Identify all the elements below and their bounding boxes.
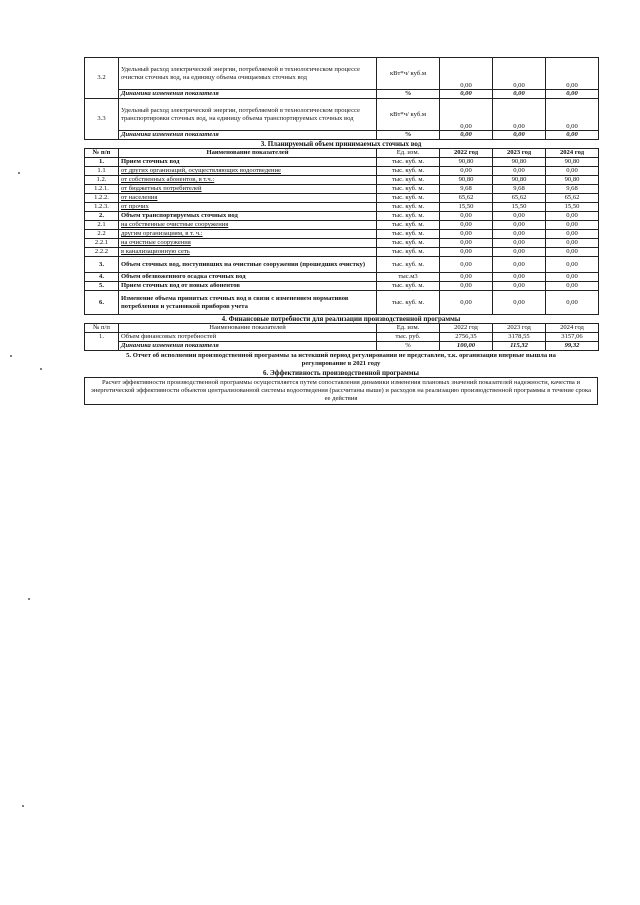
value-2023: 0,00 xyxy=(493,230,546,239)
unit-cell: тыс. куб. м. xyxy=(377,291,440,315)
unit-cell: тыс. куб. м. xyxy=(377,158,440,167)
value-2023: 0,00 xyxy=(493,257,546,273)
col-header-name: Наименование показателей xyxy=(119,149,377,158)
row-number: 1. xyxy=(85,158,119,167)
value-2022: 0,00 xyxy=(440,212,493,221)
unit-cell: тыс. куб. м. xyxy=(377,248,440,257)
value-2023: 0,00 xyxy=(493,131,546,140)
col-header-unit: Ед. изм. xyxy=(377,324,440,333)
value-2022: 15,50 xyxy=(440,203,493,212)
table-row xyxy=(85,131,599,140)
unit-cell: тыс. куб. м. xyxy=(377,203,440,212)
row-number: 2.2.1 xyxy=(85,239,119,248)
section-3-table xyxy=(84,148,599,315)
indicator-name: от собственных абонентов, в т.ч.: xyxy=(119,176,377,185)
unit-cell: тыс. куб. м. xyxy=(377,282,440,291)
value-2023: 0,00 xyxy=(493,273,546,282)
unit-cell: % xyxy=(377,342,440,351)
value-2022: 0,00 xyxy=(440,291,493,315)
row-number: 1.2.1. xyxy=(85,185,119,194)
section-5-text: 5. Отчет об исполнении производственной программы за истекший период регулирования не представлен, т.к. организация впервые вышла на регулирование в 2021 году xyxy=(126,352,556,367)
indicator-name: Прием сточных вод xyxy=(119,158,377,167)
unit-cell: тыс. куб. м. xyxy=(377,167,440,176)
value-2023: 115,32 xyxy=(493,342,546,351)
col-header-2023: 2023 год xyxy=(493,324,546,333)
row-number: 1.1 xyxy=(85,167,119,176)
indicator-name: Объем финансовых потребностей xyxy=(119,333,377,342)
value-2024: 0,00 xyxy=(546,291,599,315)
value-2022: 0,00 xyxy=(440,257,493,273)
value-2022: 0,00 xyxy=(440,230,493,239)
value-2022: 0,00 xyxy=(440,239,493,248)
indicator-name: Удельный расход электрической энергии, потребляемой в технологическом процессе транспортировки сточных вод, на единицу объема транспортируемых сточных вод xyxy=(119,99,377,131)
table-header-row xyxy=(85,324,599,333)
value-2023: 0,00 xyxy=(493,90,546,99)
value-2024: 15,50 xyxy=(546,203,599,212)
value-2022: 0,00 xyxy=(440,131,493,140)
unit-cell: тыс.м3 xyxy=(377,273,440,282)
scan-speck xyxy=(10,355,12,357)
indicator-name: на собственные очистные сооружения xyxy=(119,221,377,230)
scan-speck xyxy=(40,368,42,370)
indicator-name: Объем обезвоженного осадка сточных вод xyxy=(119,273,377,282)
table-row xyxy=(85,194,599,203)
scan-speck xyxy=(18,172,20,174)
indicator-name: на очистные сооружения xyxy=(119,239,377,248)
indicator-name: Объем сточных вод, поступивших на очистные сооружения (прошедших очистку) xyxy=(119,257,377,273)
value-2023: 0,00 xyxy=(493,99,546,131)
col-header-2022: 2022 год xyxy=(440,324,493,333)
unit-cell: тыс. куб. м. xyxy=(377,185,440,194)
value-2024: 9,68 xyxy=(546,185,599,194)
value-2023: 9,68 xyxy=(493,185,546,194)
row-number: 1. xyxy=(85,333,119,351)
value-2024: 0,00 xyxy=(546,131,599,140)
value-2024: 0,00 xyxy=(546,230,599,239)
row-number: 5. xyxy=(85,282,119,291)
col-header-2024: 2024 год xyxy=(546,149,599,158)
col-header-name: Наименование показателей xyxy=(119,324,377,333)
table-row xyxy=(85,167,599,176)
value-2024: 90,80 xyxy=(546,176,599,185)
value-2023: 0,00 xyxy=(493,248,546,257)
value-2022: 90,80 xyxy=(440,176,493,185)
value-2023: 0,00 xyxy=(493,58,546,90)
row-number: 1.2. xyxy=(85,176,119,185)
document-page xyxy=(84,57,598,405)
value-2023: 0,00 xyxy=(493,167,546,176)
section-3-body xyxy=(85,158,599,315)
indicator-name: от других организаций, осуществляющих водоотведение xyxy=(119,167,377,176)
row-number: 2. xyxy=(85,212,119,221)
value-2023: 65,62 xyxy=(493,194,546,203)
value-2022: 2756,35 xyxy=(440,333,493,342)
table-header-row xyxy=(85,149,599,158)
dynamics-label: Динамика изменения показателя xyxy=(119,342,377,351)
unit-cell: тыс. куб. м. xyxy=(377,212,440,221)
dynamics-label: Динамика изменения показателя xyxy=(119,90,377,99)
value-2024: 0,00 xyxy=(546,248,599,257)
unit-cell: тыс. куб. м. xyxy=(377,194,440,203)
indicator-name: Удельный расход электрической энергии, потребляемой в технологическом процессе очистки сточных вод, на единицу объема очищаемых сточных вод xyxy=(119,58,377,90)
value-2023: 0,00 xyxy=(493,212,546,221)
table-row xyxy=(85,203,599,212)
value-2023: 0,00 xyxy=(493,239,546,248)
value-2023: 3178,55 xyxy=(493,333,546,342)
table-row xyxy=(85,185,599,194)
dynamics-label: Динамика изменения показателя xyxy=(119,131,377,140)
table-row xyxy=(85,90,599,99)
value-2024: 0,00 xyxy=(546,282,599,291)
table-row xyxy=(85,333,599,342)
value-2022: 9,68 xyxy=(440,185,493,194)
value-2024: 90,80 xyxy=(546,158,599,167)
section-6-text: Расчет эффективности производственной программы осуществляется путем сопоставления динамики изменения плановых значений показателей надежности, качества и энергетической эффективности объектов централизованной системы водоотведения (рассчитаны выше) и расходов на реализацию производственной программы в течение срока ее действия xyxy=(84,377,598,405)
table-row xyxy=(85,342,599,351)
row-number: 6. xyxy=(85,291,119,315)
unit-cell: % xyxy=(377,90,440,99)
row-number: 3. xyxy=(85,257,119,273)
col-header-num: № п/п xyxy=(85,149,119,158)
indicator-name: от населения xyxy=(119,194,377,203)
value-2022: 0,00 xyxy=(440,58,493,90)
table-row xyxy=(85,158,599,167)
value-2024: 0,00 xyxy=(546,221,599,230)
value-2022: 0,00 xyxy=(440,273,493,282)
row-number: 2.2.2 xyxy=(85,248,119,257)
row-number: 2.1 xyxy=(85,221,119,230)
value-2022: 65,62 xyxy=(440,194,493,203)
value-2022: 90,80 xyxy=(440,158,493,167)
table-row xyxy=(85,58,599,90)
value-2024: 0,00 xyxy=(546,273,599,282)
top-indicators-table xyxy=(84,57,599,140)
unit-cell: тыс. куб. м. xyxy=(377,221,440,230)
value-2022: 0,00 xyxy=(440,99,493,131)
value-2022: 0,00 xyxy=(440,282,493,291)
table-row xyxy=(85,273,599,282)
indicator-name: Объем транспортируемых сточных вод xyxy=(119,212,377,221)
row-number: 1.2.2. xyxy=(85,194,119,203)
scan-speck xyxy=(28,598,30,600)
value-2022: 0,00 xyxy=(440,167,493,176)
value-2024: 0,00 xyxy=(546,167,599,176)
row-number: 4. xyxy=(85,273,119,282)
unit-cell: тыс. куб. м. xyxy=(377,230,440,239)
value-2024: 0,00 xyxy=(546,99,599,131)
table-row xyxy=(85,176,599,185)
indicator-name: Изменение объема принятых сточных вод в связи с изменением нормативов потребления и установкой приборов учета xyxy=(119,291,377,315)
unit-cell: % xyxy=(377,131,440,140)
row-number: 1.2.3. xyxy=(85,203,119,212)
unit-cell: тыс. куб. м. xyxy=(377,176,440,185)
unit-cell: тыс. куб. м. xyxy=(377,257,440,273)
value-2024: 3157,06 xyxy=(546,333,599,342)
value-2022: 0,00 xyxy=(440,248,493,257)
value-2022: 100,00 xyxy=(440,342,493,351)
table-row xyxy=(85,291,599,315)
value-2022: 0,00 xyxy=(440,221,493,230)
unit-cell: тыс. руб. xyxy=(377,333,440,342)
value-2024: 99,32 xyxy=(546,342,599,351)
value-2023: 90,80 xyxy=(493,176,546,185)
value-2023: 15,50 xyxy=(493,203,546,212)
value-2023: 90,80 xyxy=(493,158,546,167)
section-4-title: 4. Финансовые потребности для реализации производственной программы xyxy=(221,315,461,323)
value-2024: 0,00 xyxy=(546,257,599,273)
col-header-2022: 2022 год xyxy=(440,149,493,158)
value-2024: 0,00 xyxy=(546,90,599,99)
value-2024: 0,00 xyxy=(546,212,599,221)
table-row xyxy=(85,99,599,131)
table-row xyxy=(85,248,599,257)
value-2024: 0,00 xyxy=(546,58,599,90)
value-2023: 0,00 xyxy=(493,291,546,315)
unit-cell: тыс. куб. м. xyxy=(377,239,440,248)
unit-cell: кВт*ч/ куб.м xyxy=(377,99,440,131)
table-row xyxy=(85,239,599,248)
section-6-title: 6. Эффективность производственной программы xyxy=(263,369,419,377)
table-row xyxy=(85,230,599,239)
table-row xyxy=(85,221,599,230)
scan-speck xyxy=(22,805,24,807)
value-2022: 0,00 xyxy=(440,90,493,99)
value-2023: 0,00 xyxy=(493,221,546,230)
table-row xyxy=(85,212,599,221)
table-row xyxy=(85,282,599,291)
unit-cell: кВт*ч/ куб.м xyxy=(377,58,440,90)
indicator-name: в канализационную сеть xyxy=(119,248,377,257)
indicator-name: от прочих xyxy=(119,203,377,212)
section-4-table xyxy=(84,323,599,351)
value-2024: 65,62 xyxy=(546,194,599,203)
value-2024: 0,00 xyxy=(546,239,599,248)
value-2023: 0,00 xyxy=(493,282,546,291)
col-header-2024: 2024 год xyxy=(546,324,599,333)
indicator-name: другим организациям, в т. ч.: xyxy=(119,230,377,239)
row-number: 2.2 xyxy=(85,230,119,239)
row-number: 3.2 xyxy=(85,58,119,99)
indicator-name: Прием сточных вод от новых абонентов xyxy=(119,282,377,291)
col-header-unit: Ед. изм. xyxy=(377,149,440,158)
section-3-title: 3. Планируемый объем принимаемых сточных вод xyxy=(260,140,422,148)
col-header-2023: 2023 год xyxy=(493,149,546,158)
indicator-name: от бюджетных потребителей xyxy=(119,185,377,194)
col-header-num: № п/п xyxy=(85,324,119,333)
table-row xyxy=(85,257,599,273)
row-number: 3.3 xyxy=(85,99,119,140)
